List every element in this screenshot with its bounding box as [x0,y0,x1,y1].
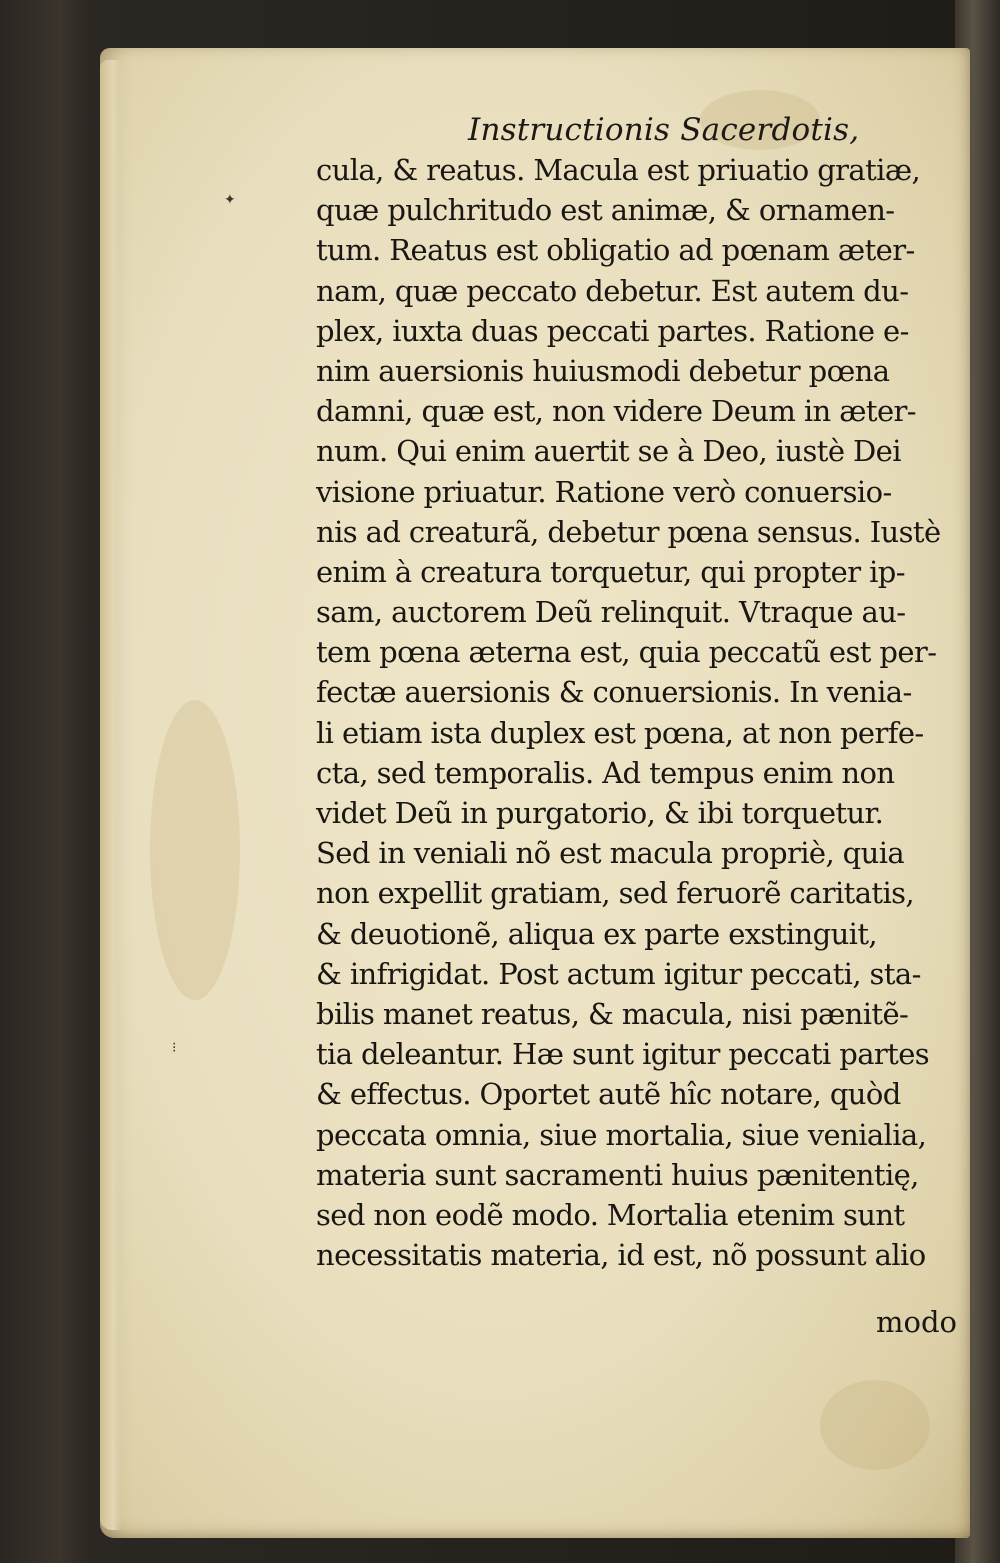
text-line: cula, & reatus. Macula est priuatio gratiæ, [316,153,921,187]
text-line: tum. Reatus est obligatio ad pœnam æter- [316,233,915,268]
paper-stain [150,700,240,1000]
text-line: necessitatis materia, id est, nõ possunt alio [316,1238,926,1273]
text-line: nim auersionis huiusmodi debetur pœna [316,353,890,388]
margin-mark: ✦ [224,192,236,208]
body-text [316,150,956,1275]
margin-mark: ⁝ [172,1040,177,1056]
text-line: tia deleantur. Hæ sunt igitur peccati partes [316,1037,930,1072]
page-gutter-edge [100,60,122,1530]
text-line: li etiam ista duplex est pœna, at non perfe- [316,715,924,750]
text-line: & effectus. Oportet autẽ hîc notare, quòd [316,1077,901,1112]
text-line: quæ pulchritudo est animæ, & ornamen- [316,193,895,228]
text-line: & deuotionẽ, aliqua ex parte exstinguit, [316,916,878,951]
text-line: Sed in veniali nõ est macula propriè, quia [316,836,905,871]
catchword: modo [876,1305,957,1339]
text-line: sed non eodẽ modo. Mortalia etenim sunt [316,1197,905,1232]
text-line: non expellit gratiam, sed feruorẽ caritatis, [316,876,915,911]
text-line: peccata omnia, siue mortalia, siue venialia, [316,1117,927,1152]
text-line: tem pœna æterna est, quia peccatũ est per- [316,635,937,670]
text-line: visione priuatur. Ratione verò conuersio- [316,474,892,509]
text-line: & infrigidat. Post actum igitur peccati, sta- [316,956,921,991]
text-line: cta, sed temporalis. Ad tempus enim non [316,755,895,790]
text-line: materia sunt sacramenti huius pænitentię, [316,1157,919,1192]
running-head: Instructionis Sacerdotis, [468,112,860,148]
text-line: nis ad creaturã, debetur pœna sensus. Iustè [316,514,941,549]
text-line: num. Qui enim auertit se à Deo, iustè Dei [316,434,901,469]
text-line: nam, quæ peccato debetur. Est autem du- [316,273,909,308]
text-line: videt Deũ in purgatorio, & ibi torquetur. [316,796,884,830]
text-line: plex, iuxta duas peccati partes. Ratione e- [316,313,909,348]
text-line: enim à creatura torquetur, qui propter ip- [316,554,905,589]
text-line: damni, quæ est, non videre Deum in æter- [316,394,916,429]
text-line: sam, auctorem Deũ relinquit. Vtraque au- [316,595,906,630]
text-line: bilis manet reatus, & macula, nisi pænitẽ- [316,996,909,1031]
paper-stain [820,1380,930,1470]
text-line: fectæ auersionis & conuersionis. In venia- [316,675,912,710]
